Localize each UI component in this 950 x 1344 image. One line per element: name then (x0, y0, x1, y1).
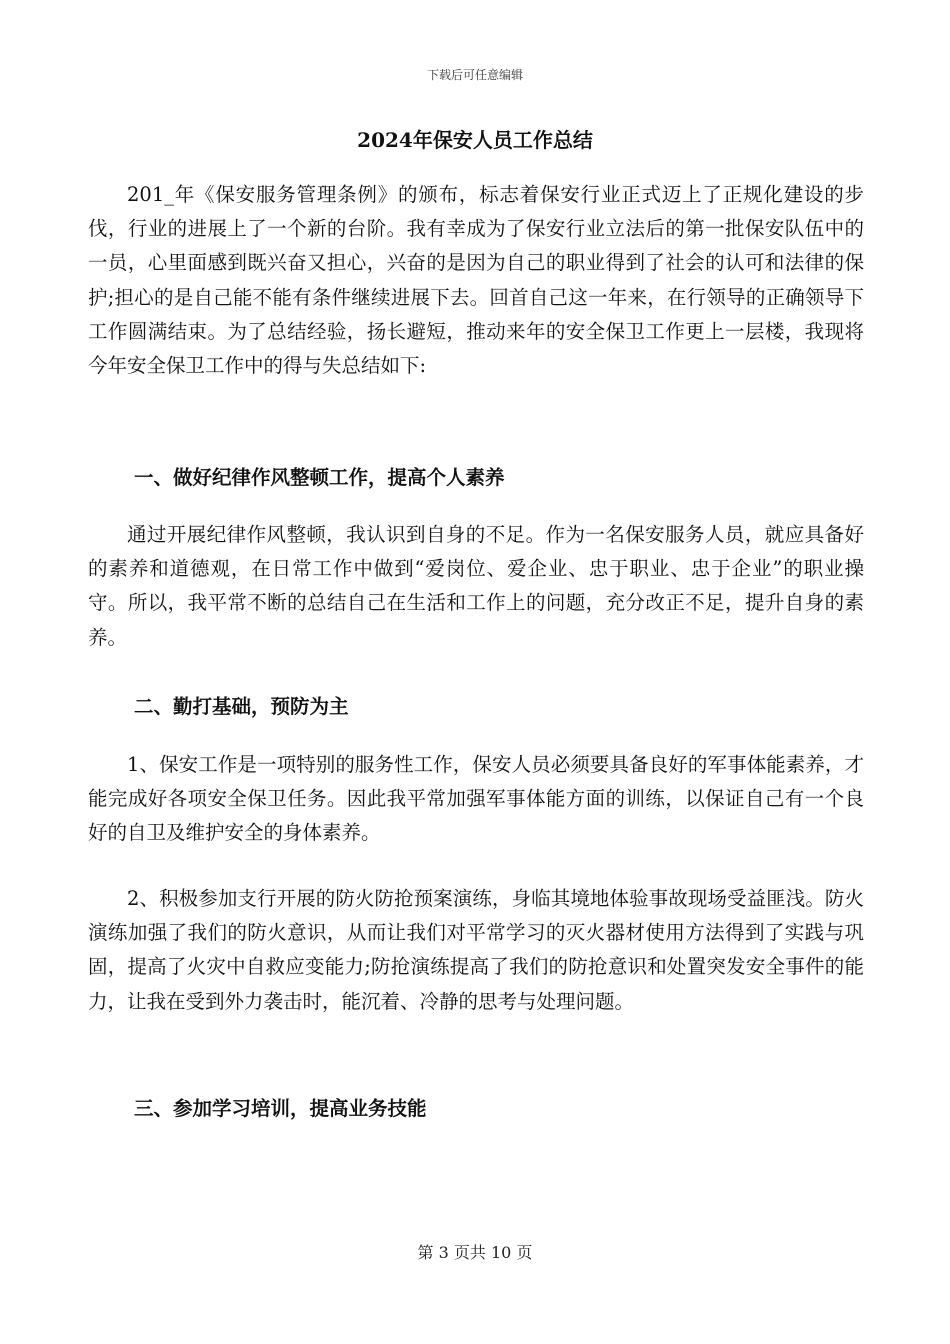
section2-paragraph-2: 2、积极参加支行开展的防火防抢预案演练，身临其境地体验事故现场受益匪浅。防火演练加强了我们的防火意识，从而让我们对平常学习的灭火器材使用方法得到了实践与巩固，提高了火灾中自救应变能力;防抢演练提高了我们的防抢意识和处置突发安全事件的能力，让我在受到外力袭击时，能沉着、冷静的思考与处理问题。 (88, 887, 864, 1013)
section1-paragraph-1: 通过开展纪律作风整顿，我认识到自身的不足。作为一名保安服务人员，就应具备好的素养和道德观，在日常工作中做到“爱岗位、爱企业、忠于职业、忠于企业”的职业操守。所以，我平常不断的总结自己在生活和工作上的问题，充分改正不足，提升自身的素养。 (88, 523, 864, 649)
page-number: 第 3 页共 10 页 (417, 1243, 533, 1262)
section-heading-1: 一、做好纪律作风整顿工作，提高个人素养 (134, 466, 505, 489)
section-heading-3: 三、参加学习培训，提高业务技能 (134, 1097, 427, 1120)
section2-paragraph-1: 1、保安工作是一项特别的服务性工作，保安人员必须要具备良好的军事体能素养，才能完成好各项安全保卫任务。因此我平常加强军事体能方面的训练，以保证自己有一个良好的自卫及维护安全的身体素养。 (88, 753, 864, 845)
page-header: 下载后可任意编辑 (426, 68, 523, 82)
document-title: 2024年保安人员工作总结 (357, 128, 593, 152)
section-heading-2: 二、勤打基础，预防为主 (134, 695, 349, 718)
intro-paragraph: 201_年《保安服务管理条例》的颁布，标志着保安行业正式迈上了正规化建设的步伐，行业的进展上了一个新的台阶。我有幸成为了保安行业立法后的第一批保安队伍中的一员，心里面感到既兴奋又担心，兴奋的是因为自己的职业得到了社会的认可和法律的保护;担心的是自己能不能有条件继续进展下去。回首自己这一年来，在行领导的正确领导下工作圆满结束。为了总结经验，扬长避短，推动来年的安全保卫工作更上一层楼，我现将今年安全保卫工作中的得与失总结如下: (88, 183, 864, 378)
